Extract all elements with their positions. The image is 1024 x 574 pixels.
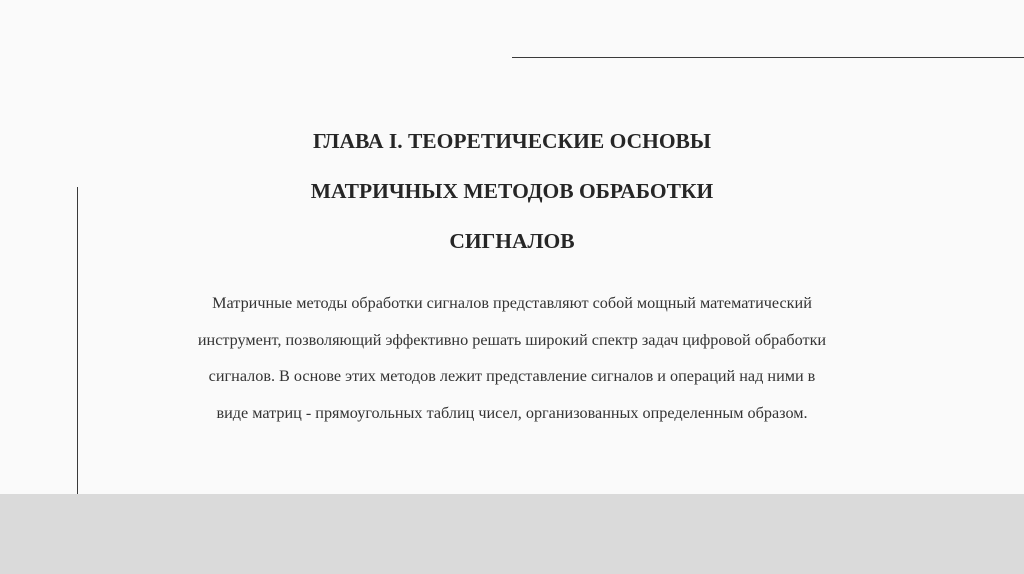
chapter-title-line-2: МАТРИЧНЫХ МЕТОДОВ ОБРАБОТКИ <box>310 179 714 203</box>
chapter-title-line-3: СИГНАЛОВ <box>449 229 575 253</box>
body-line-4: виде матриц - прямоугольных таблиц чисел, организованных определенным образом. <box>216 404 808 423</box>
body-paragraph <box>110 285 914 432</box>
body-line-2: инструмент, позволяющий эффективно решать широкий спектр задач цифровой обработки <box>197 330 827 349</box>
top-divider-line <box>512 57 1024 58</box>
chapter-title <box>200 116 824 266</box>
bottom-band <box>0 494 1024 574</box>
chapter-title-line-1: ГЛАВА I. ТЕОРЕТИЧЕСКИЕ ОСНОВЫ <box>312 129 711 153</box>
body-line-1: Матричные методы обработки сигналов представляют собой мощный математический <box>212 294 812 312</box>
body-line-3: сигналов. В основе этих методов лежит представление сигналов и операций над ними в <box>208 367 816 386</box>
